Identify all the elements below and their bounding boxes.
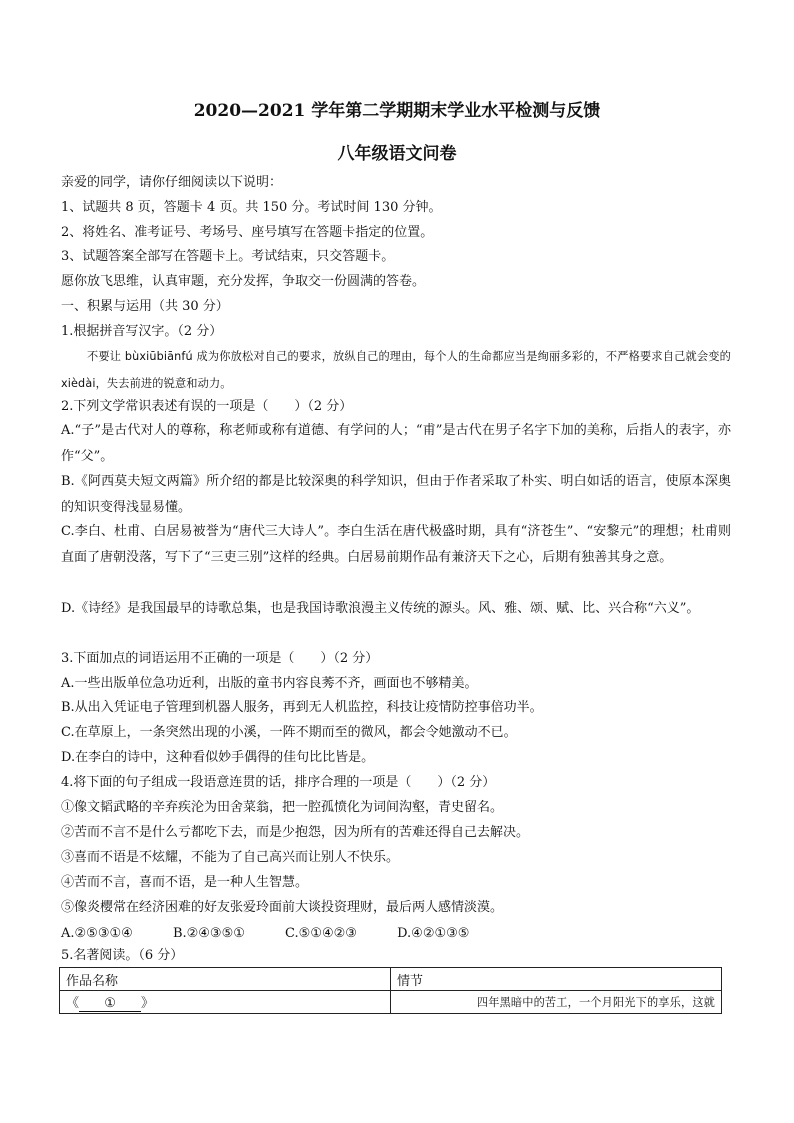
question-1-stem: 1.根据拼音写汉字。（2 分）	[61, 324, 223, 339]
exam-subtitle: 八年级语文问卷	[337, 144, 457, 164]
instruction-item-1: 1、试题共 8 页，答题卡 4 页。共 150 分。考试时间 130 分钟。	[61, 200, 442, 215]
answer-blank-1: ①	[79, 997, 141, 1012]
question-4-option-d: D.④②①③⑤	[397, 926, 470, 941]
question-5-stem: 5.名著阅读。（6 分）	[61, 948, 184, 963]
instructions-wish: 愿你放飞思维，认真审题，充分发挥，争取交一份圆满的答卷。	[61, 274, 426, 289]
question-4-sentence-2: ②苦而不言不是什么亏都吃下去，而是少抱怨，因为所有的苦难还得自己去解决。	[61, 825, 530, 840]
instruction-item-3: 3、试题答案全部写在答题卡上。考试结束，只交答题卡。	[61, 249, 395, 264]
instruction-item-2: 2、将姓名、准考证号、考场号、座号填写在答题卡指定的位置。	[61, 225, 434, 240]
table-header-plot: 情节	[391, 968, 722, 991]
question-4-sentence-3: ③喜而不语是不炫耀，不能为了自己高兴而让别人不快乐。	[61, 850, 400, 865]
question-4-option-a: A.②⑤③①④	[61, 926, 133, 941]
question-2-option-a: A.“子”是古代对人的尊称，称老师或称有道德、有学问的人；“甫”是古代在男子名字下加的美称，后指人的表字，亦作“父”。	[61, 423, 731, 464]
book-title-open: 《	[66, 996, 80, 1011]
table-header-work: 作品名称	[60, 968, 391, 991]
question-4-sentence-5: ⑤像炎樱常在经济困难的好友张爱玲面前大谈投资理财，最后两人感情淡漠。	[61, 900, 504, 915]
question-2-option-d: D.《诗经》是我国最早的诗歌总集，也是我国诗歌浪漫主义传统的源头。风、雅、颂、赋、比、兴合称“六义”。	[61, 601, 700, 616]
question-3-stem: 3.下面加点的词语运用不正确的一项是（ ）（2 分）	[61, 651, 379, 666]
question-2-stem: 2.下列文学常识表述有误的一项是（ ）（2 分）	[61, 399, 353, 414]
question-3-option-c: C.在草原上，一条突然出现的小溪，一阵不期而至的微风，都会令她激动不已。	[61, 725, 517, 740]
reading-table	[59, 967, 722, 1014]
question-4-options	[61, 925, 737, 943]
question-3-option-b: B.从出入凭证电子管理到机器人服务，再到无人机监控，科技让疫情防控事倍功半。	[61, 700, 543, 715]
question-4-sentence-4: ④苦而不言，喜而不语，是一种人生智慧。	[61, 875, 309, 890]
table-row	[60, 991, 722, 1014]
exam-title: 2020—2021 学年第二学期期末学业水平检测与反馈	[193, 101, 601, 121]
question-4-sentence-1: ①像文韬武略的辛弃疾沦为田舍菜翁，把一腔孤愤化为词间沟壑，青史留名。	[61, 800, 504, 815]
question-4-option-b: B.②④③⑤①	[172, 926, 245, 941]
question-3-option-a: A.一些出版单位急功近利，出版的童书内容良莠不齐，画面也不够精美。	[61, 676, 478, 691]
section-heading: 一、积累与运用（共 30 分）	[61, 299, 229, 314]
book-title-close: 》	[141, 996, 155, 1011]
question-2-option-c: C.李白、杜甫、白居易被誉为“唐代三大诗人”。李白生活在唐代极盛时期，具有“济苍生”、“安黎元”的理想；杜甫则直面了唐朝没落，写下了“三吏三别”这样的经典。白居易前期作品有兼济天下之心，后期有独善其身之意。	[61, 524, 731, 565]
instructions-greeting: 亲爱的同学，请你仔细阅读以下说明：	[61, 175, 283, 190]
question-4-option-c: C.⑤①④②③	[285, 926, 357, 941]
table-cell-work	[60, 991, 391, 1014]
question-2-option-b: B.《阿西莫夫短文两篇》所介绍的都是比较深奥的科学知识，但由于作者采取了朴实、明白如话的语言，使原本深奥的知识变得浅显易懂。	[61, 474, 731, 515]
question-3-option-d: D.在李白的诗中，这种看似妙手偶得的佳句比比皆是。	[61, 750, 375, 765]
question-1-passage: 不要让 bùxiūbiānfú 成为你放松对自己的要求，放纵自己的理由，每个人的生命都应当是绚丽多彩的，不严格要求自己就会变的 xièdài，失去前进的锐意和动力。	[61, 350, 731, 390]
question-4-stem: 4.将下面的句子组成一段语意连贯的话，排序合理的一项是（ ）（2 分）	[61, 775, 496, 790]
table-cell-plot: 四年黑暗中的苦工，一个月阳光下的享乐，这就	[391, 991, 722, 1014]
table-header-row	[60, 968, 722, 991]
